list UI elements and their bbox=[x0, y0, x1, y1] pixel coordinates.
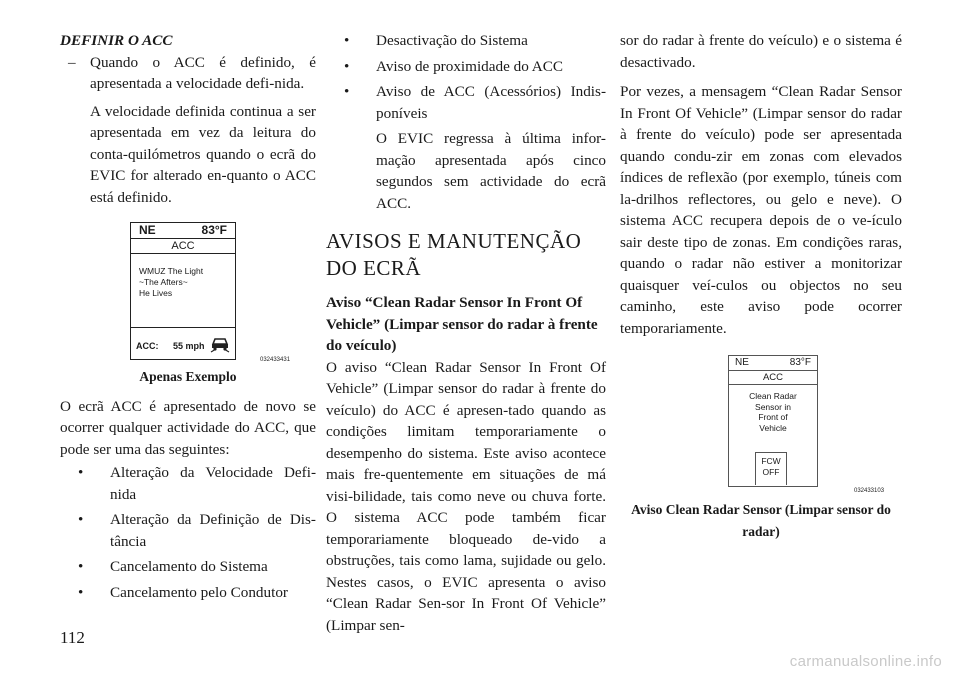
figure-clean-radar-display bbox=[620, 351, 902, 499]
paragraph: O aviso “Clean Radar Sensor In Front Of Vehicle” (Limpar sensor do radar à frente do veículo) do ACC é apresen-tado quando as condições limitam temporariamente o desempenho do sistema. Este aviso acontece mais fre-quentemente em situações de má visi-bilidade, tais como neve ou chuva forte. O sistema ACC pode também ficar temporariamente bloqueado de-vido a obstruções, tais como lama, sujidade ou gelo. Nestes casos, o EVIC apresenta o aviso “Clean Radar Sen-sor In Front Of Vehicle” (Limpar sen- bbox=[326, 358, 606, 634]
list-item: • Aviso de proximidade do ACC bbox=[344, 57, 564, 75]
figure-acc-display bbox=[60, 216, 316, 366]
acc-label: ACC: bbox=[136, 341, 159, 351]
figure-code: 032433431 bbox=[260, 357, 291, 363]
list-item: • Cancelamento do Sistema bbox=[78, 558, 268, 575]
radio-line: WMUZ The Light bbox=[139, 266, 204, 276]
dash-list-item bbox=[60, 52, 316, 95]
radio-line: He Lives bbox=[139, 288, 173, 298]
paragraph: Por vezes, a mensagem “Clean Radar Sensor In Front Of Vehicle” (Limpar sensor do radar à frente do veículo) pode ser apresentada quando condu-zir em zonas com elevados índices de reflexão (por exemplo, túneis com la-drilhos reflectores, ou gelo e neve). O sistema ACC recupera depois de o ve-ículo sair deste tipo de zonas. Em condições raras, quando o radar não estiver a monitorizar quaisquer veí-culos ou objectos no seu caminho, este aviso pode ocorrer temporariamente. bbox=[620, 83, 902, 337]
section-heading-definir-acc: DEFINIR O ACC bbox=[60, 32, 173, 49]
paragraph: O ecrã ACC é apresentado de novo se ocorrer qualquer actividade do ACC, que pode ser uma das seguintes: bbox=[60, 397, 316, 458]
compass-heading: NE bbox=[735, 357, 749, 368]
dash-item-text: Quando o ACC é definido, é apresentada a velocidade defi-nida. bbox=[90, 53, 316, 92]
fcw-status: FCW OFF bbox=[755, 452, 787, 485]
temperature: 83°F bbox=[201, 223, 227, 237]
column-left bbox=[60, 30, 316, 607]
clean-radar-screen bbox=[728, 355, 818, 487]
figure-caption: Aviso Clean Radar Sensor (Limpar sensor do radar) bbox=[631, 502, 891, 539]
column-middle bbox=[326, 30, 606, 636]
radio-line: ~The Afters~ bbox=[139, 277, 188, 287]
figure-code: 032433103 bbox=[854, 488, 885, 494]
list-item: • Aviso de ACC (Acessórios) Indis-poníveis bbox=[344, 83, 606, 122]
warning-message: Clean Radar Sensor in Front of Vehicle bbox=[749, 391, 797, 433]
acc-vehicle-icon bbox=[209, 332, 231, 354]
screen-mode: ACC bbox=[131, 239, 235, 254]
bullet-subtext: O EVIC regressa à última infor-mação apresentada após cinco segundos sem actividade do ecrã ACC. bbox=[376, 130, 606, 212]
paragraph: sor do radar à frente do veículo) e o sistema é desactivado. bbox=[620, 32, 902, 71]
list-item: • Alteração da Velocidade Defi-nida bbox=[78, 464, 316, 503]
list-item: • Cancelamento pelo Condutor bbox=[78, 583, 288, 601]
dash-marker: – bbox=[68, 53, 76, 71]
screen-header bbox=[729, 356, 817, 371]
screen-footer bbox=[131, 327, 235, 358]
bullet-list bbox=[60, 462, 316, 603]
figure-caption: Apenas Exemplo bbox=[139, 369, 237, 384]
column-right bbox=[620, 30, 902, 542]
watermark-footer: carmanualsonline.info bbox=[789, 653, 942, 670]
sub-heading: Aviso “Clean Radar Sensor In Front Of Vehicle” (Limpar sensor do radar à frente do veículo) bbox=[326, 294, 598, 354]
section-title: AVISOS E MANUTENÇÃO DO ECRÃ bbox=[326, 229, 582, 280]
list-item: • Alteração da Definição de Dis-tância bbox=[78, 511, 316, 550]
list-item: • Desactivação do Sistema bbox=[344, 32, 528, 49]
radio-info bbox=[131, 254, 235, 320]
temperature: 83°F bbox=[789, 357, 811, 368]
acc-screen bbox=[130, 222, 236, 360]
acc-speed: 55 mph bbox=[173, 341, 205, 351]
screen-header bbox=[131, 223, 235, 239]
compass-heading: NE bbox=[139, 223, 156, 237]
page-number: 112 bbox=[60, 628, 85, 647]
screen-mode: ACC bbox=[729, 371, 817, 385]
bullet-list bbox=[326, 30, 606, 124]
dash-item-subtext: A velocidade definida continua a ser apresentada em vez da leitura do conta-quilómetros quando o ecrã do EVIC for alterado en-quanto o ACC está definido. bbox=[90, 102, 316, 206]
